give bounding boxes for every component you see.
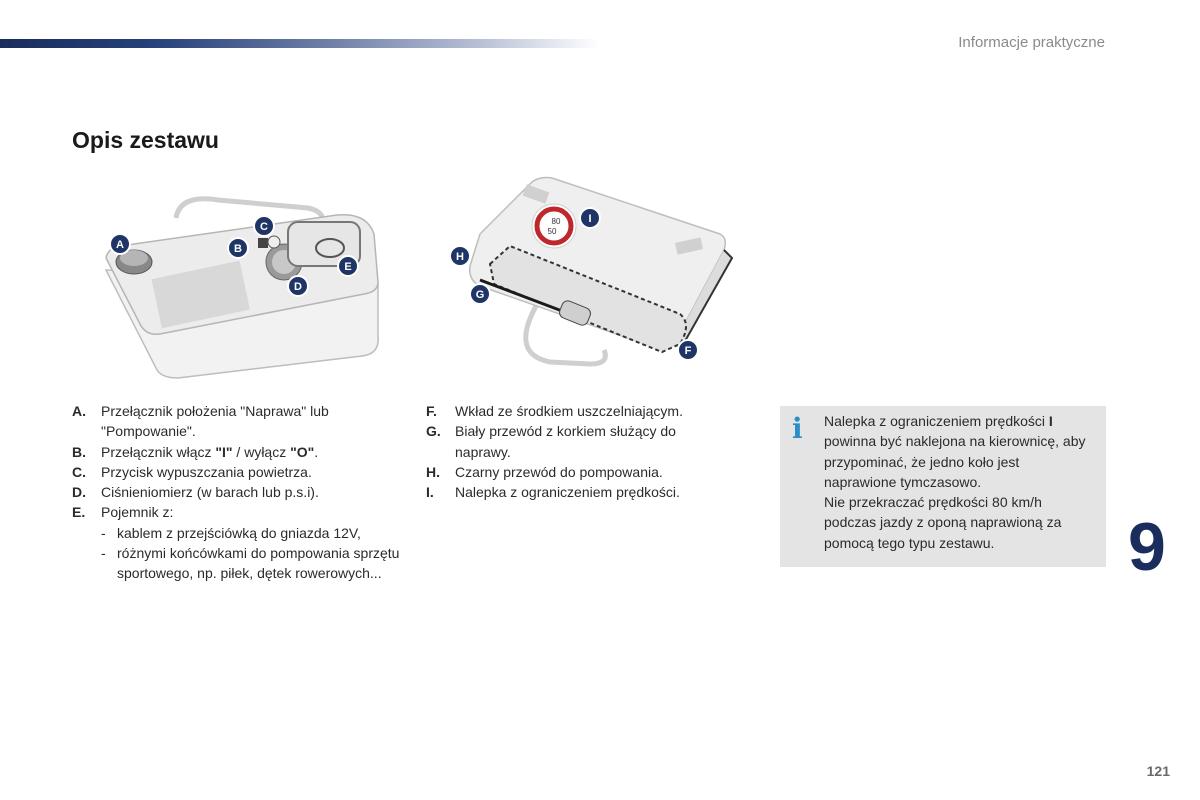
callout-i (580, 208, 600, 228)
list-item: G. Biały przewód z korkiem służący do naprawy. (426, 423, 676, 460)
on-off-switch (258, 238, 268, 248)
svg-text:G: G (475, 289, 485, 301)
list-item: B. Przełącznik włącz "I" / wyłącz "O". (72, 443, 319, 460)
list-item: H. Czarny przewód do pompowania. (426, 463, 663, 480)
chapter-number: 9 (1128, 509, 1166, 585)
info-icon: i (792, 412, 803, 445)
svg-text:50: 50 (547, 227, 557, 236)
list-item: E. Pojemnik z: - kablem z przejściówką do gniazda 12V, - różnymi końcówkami do pompowania sprzętu sportowego, np. piłek, dętek rowerowych... (72, 502, 402, 583)
callout-d (288, 276, 308, 296)
sub-list-item: - kablem z przejściówką do gniazda 12V, (101, 524, 361, 541)
legend-list-f-to-i (426, 401, 726, 502)
svg-text:H: H (456, 251, 464, 263)
svg-text:80: 80 (551, 217, 561, 226)
svg-text:C: C (260, 221, 268, 233)
page-title: Opis zestawu (72, 127, 219, 153)
legend-list-a-to-e (72, 401, 402, 584)
compressor-kit-underside-illustration (440, 174, 740, 374)
info-box (780, 406, 1106, 567)
svg-text:D: D (294, 281, 302, 293)
list-item: D. Ciśnieniomierz (w barach lub p.s.i). (72, 484, 319, 501)
svg-text:F: F (684, 345, 692, 357)
page-number: 121 (1146, 763, 1170, 779)
sub-list (101, 523, 402, 584)
compressor-kit-illustration (98, 186, 398, 391)
svg-text:E: E (344, 261, 352, 273)
svg-text:B: B (234, 243, 242, 255)
callout-g (470, 284, 490, 304)
list-item: A. Przełącznik położenia "Naprawa" lub "Pompowanie". (72, 403, 329, 440)
header-gradient-bar (0, 39, 600, 48)
sub-list-item: - różnymi końcówkami do pompowania sprzętu sportowego, np. piłek, dętek rowerowych... (101, 545, 400, 582)
info-text: Nalepka z ograniczeniem prędkości I powinna być naklejona na kierownicę, aby przypominać, że jedno koło jest naprawione tymczasowo. Nie przekraczać prędkości 80 km/h podczas jazdy z oponą naprawioną za pomocą tego typu zestawu. (824, 413, 1086, 551)
section-header: Informacje praktyczne (958, 34, 1105, 51)
callout-f (678, 340, 698, 360)
svg-text:A: A (116, 239, 124, 251)
callout-h (450, 246, 470, 266)
callout-e (338, 256, 358, 276)
speed-limit-sticker (537, 209, 571, 243)
callout-a (110, 234, 130, 254)
svg-text:I: I (588, 213, 592, 225)
callout-c (254, 216, 274, 236)
list-item: C. Przycisk wypuszczania powietrza. (72, 463, 312, 480)
list-item: I. Nalepka z ograniczeniem prędkości. (426, 484, 680, 501)
callout-b (228, 238, 248, 258)
deflate-button (268, 236, 280, 248)
list-item: F. Wkład ze środkiem uszczelniającym. (426, 403, 683, 419)
